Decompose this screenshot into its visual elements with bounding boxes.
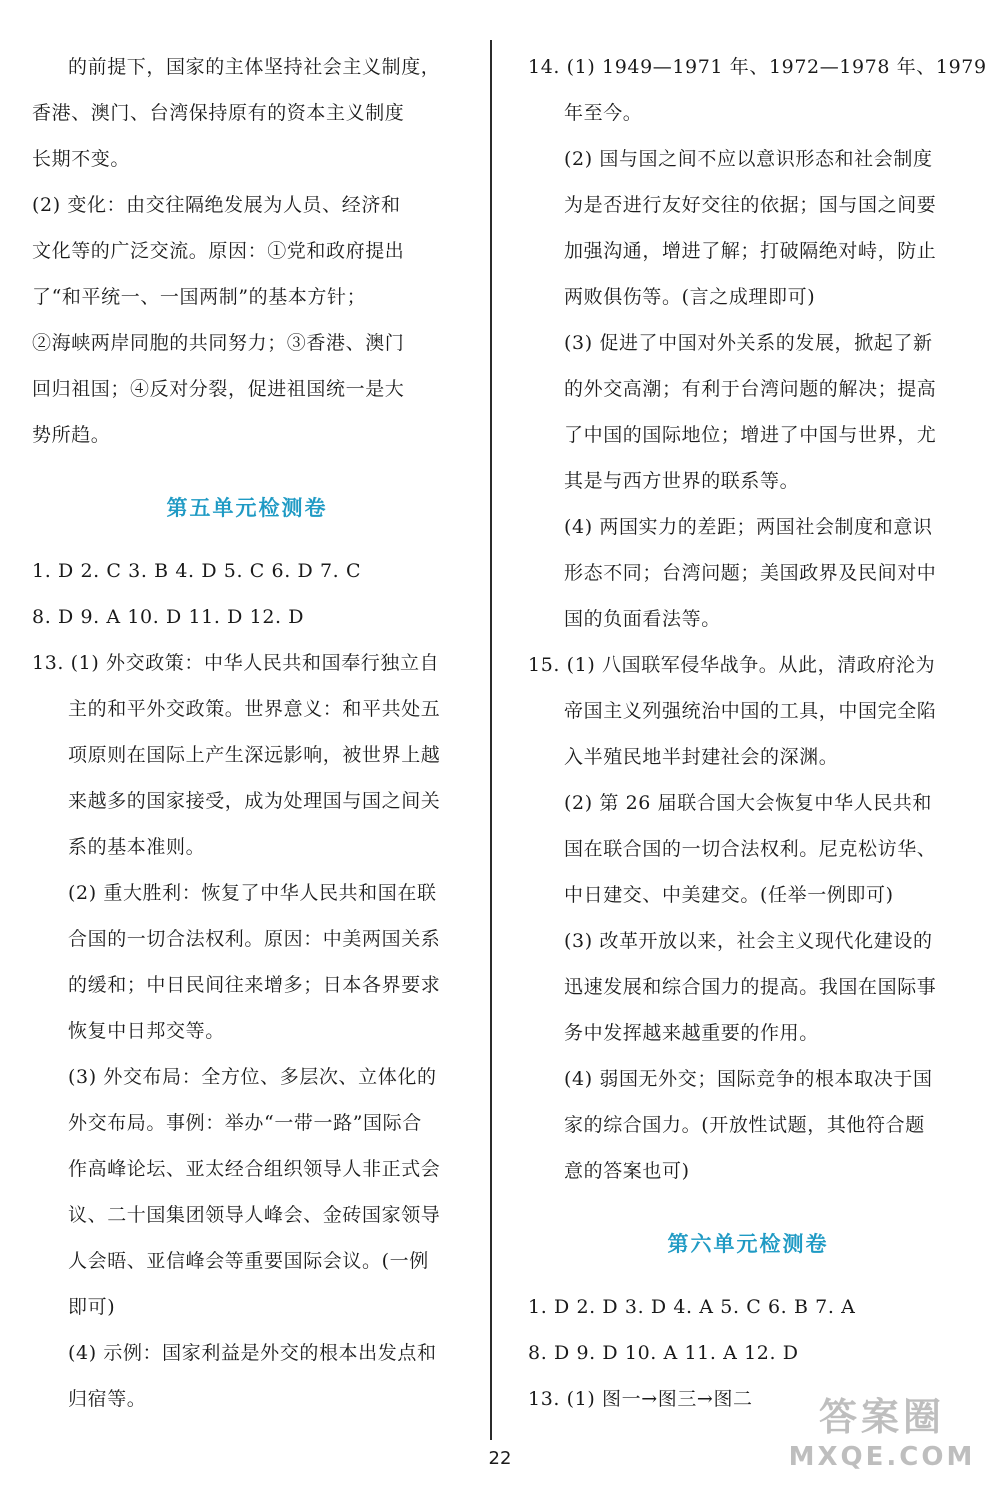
text-line: 迅速发展和综合国力的提高。我国在国际事 [564, 976, 937, 998]
text-line: 家的综合国力。(开放性试题，其他符合题 [564, 1114, 925, 1136]
text-line: 的外交高潮；有利于台湾问题的解决；提高 [564, 378, 937, 400]
text-line: 国的负面看法等。 [564, 608, 721, 630]
text-line: (2) 重大胜利：恢复了中华人民共和国在联 [68, 882, 437, 904]
spacer [528, 1274, 968, 1284]
text-line: 为是否进行友好交往的依据；国与国之间要 [564, 194, 937, 216]
question-15-line: 15. (1) 八国联军侵华战争。从此，清政府沦为 [528, 654, 936, 676]
text-line: (3) 促进了中国对外关系的发展，掀起了新 [564, 332, 933, 354]
text-line: 加强沟通，增进了解；打破隔绝对峙，防止 [564, 240, 937, 262]
watermark-text: 答案圈 [818, 1395, 945, 1439]
spacer [32, 538, 462, 548]
text-line: 年至今。 [564, 102, 643, 124]
text-line: (4) 弱国无外交；国际竞争的根本取决于国 [564, 1068, 933, 1090]
spacer [32, 458, 462, 478]
text-line: 了中国的国际地位；增进了中国与世界，尤 [564, 424, 937, 446]
text-line: 回归祖国；④反对分裂，促进祖国统一是大 [32, 378, 405, 400]
text-line: 长期不变。 [32, 148, 131, 170]
text-line: 势所趋。 [32, 424, 111, 446]
text-line: 国在联合国的一切合法权利。尼克松访华、 [564, 838, 937, 860]
text-line: (2) 变化：由交往隔绝发展为人员、经济和 [32, 194, 401, 216]
question-13-unit6-line: 13. (1) 图一→图三→图二 [528, 1388, 753, 1410]
choice-answers-line: 8. D 9. A 10. D 11. D 12. D [32, 606, 305, 628]
text-line: 恢复中日邦交等。 [68, 1020, 225, 1042]
spacer [528, 1194, 968, 1214]
text-line: 中日建交、中美建交。(任举一例即可) [564, 884, 894, 906]
text-line: 的前提下，国家的主体坚持社会主义制度， [68, 56, 441, 78]
text-line: 作高峰论坛、亚太经合组织领导人非正式会 [68, 1158, 441, 1180]
text-line: 两败俱伤等。(言之成理即可) [564, 286, 816, 308]
unit5-heading: 第五单元检测卷 [166, 495, 328, 520]
watermark-logo [782, 1393, 982, 1481]
left-column [32, 44, 462, 1422]
text-line: 外交布局。事例：举办“一带一路”国际合 [68, 1112, 422, 1134]
choice-answers-line: 8. D 9. D 10. A 11. A 12. D [528, 1342, 799, 1364]
text-line: (3) 外交布局：全方位、多层次、立体化的 [68, 1066, 437, 1088]
text-line: 意的答案也可) [564, 1160, 690, 1182]
text-line: 其是与西方世界的联系等。 [564, 470, 800, 492]
text-line: 主的和平外交政策。世界意义：和平共处五 [68, 698, 441, 720]
text-line: (2) 国与国之间不应以意识形态和社会制度 [564, 148, 933, 170]
text-line: 项原则在国际上产生深远影响，被世界上越 [68, 744, 441, 766]
question-14-line: 14. (1) 1949—1971 年、1972—1978 年、1979 [528, 56, 987, 78]
choice-answers-line: 1. D 2. D 3. D 4. A 5. C 6. B 7. A [528, 1296, 856, 1318]
watermark-url: MXQE.COM [788, 1442, 976, 1472]
text-line: 帝国主义列强统治中国的工具，中国完全陷 [564, 700, 937, 722]
text-line: 系的基本准则。 [68, 836, 206, 858]
text-line: (4) 示例：国家利益是外交的根本出发点和 [68, 1342, 437, 1364]
text-line: 合国的一切合法权利。原因：中美两国关系 [68, 928, 441, 950]
text-line: 文化等的广泛交流。原因：①党和政府提出 [32, 240, 405, 262]
text-line: 议、二十国集团领导人峰会、金砖国家领导 [68, 1204, 441, 1226]
page-number: 22 [488, 1448, 512, 1469]
column-divider [490, 40, 492, 1440]
text-line: 务中发挥越来越重要的作用。 [564, 1022, 819, 1044]
text-line: 即可) [68, 1296, 116, 1318]
text-line: 了“和平统一、一国两制”的基本方针； [32, 286, 367, 308]
text-line: (3) 改革开放以来，社会主义现代化建设的 [564, 930, 933, 952]
text-line: 入半殖民地半封建社会的深渊。 [564, 746, 839, 768]
question-13-line: 13. (1) 外交政策：中华人民共和国奉行独立自 [32, 652, 440, 674]
unit6-heading: 第六单元检测卷 [667, 1231, 829, 1256]
text-line: 归宿等。 [68, 1388, 147, 1410]
choice-answers-line: 1. D 2. C 3. B 4. D 5. C 6. D 7. C [32, 560, 362, 582]
text-line: 的缓和；中日民间往来增多；日本各界要求 [68, 974, 441, 996]
right-column [528, 44, 987, 1422]
text-line: (2) 第 26 届联合国大会恢复中华人民共和 [564, 792, 933, 814]
text-line: 香港、澳门、台湾保持原有的资本主义制度 [32, 102, 405, 124]
text-line: ②海峡两岸同胞的共同努力；③香港、澳门 [32, 332, 405, 354]
text-line: 来越多的国家接受，成为处理国与国之间关 [68, 790, 441, 812]
text-line: (4) 两国实力的差距；两国社会制度和意识 [564, 516, 933, 538]
text-line: 人会晤、亚信峰会等重要国际会议。(一例 [68, 1250, 429, 1272]
text-line: 形态不同；台湾问题；美国政界及民间对中 [564, 562, 937, 584]
